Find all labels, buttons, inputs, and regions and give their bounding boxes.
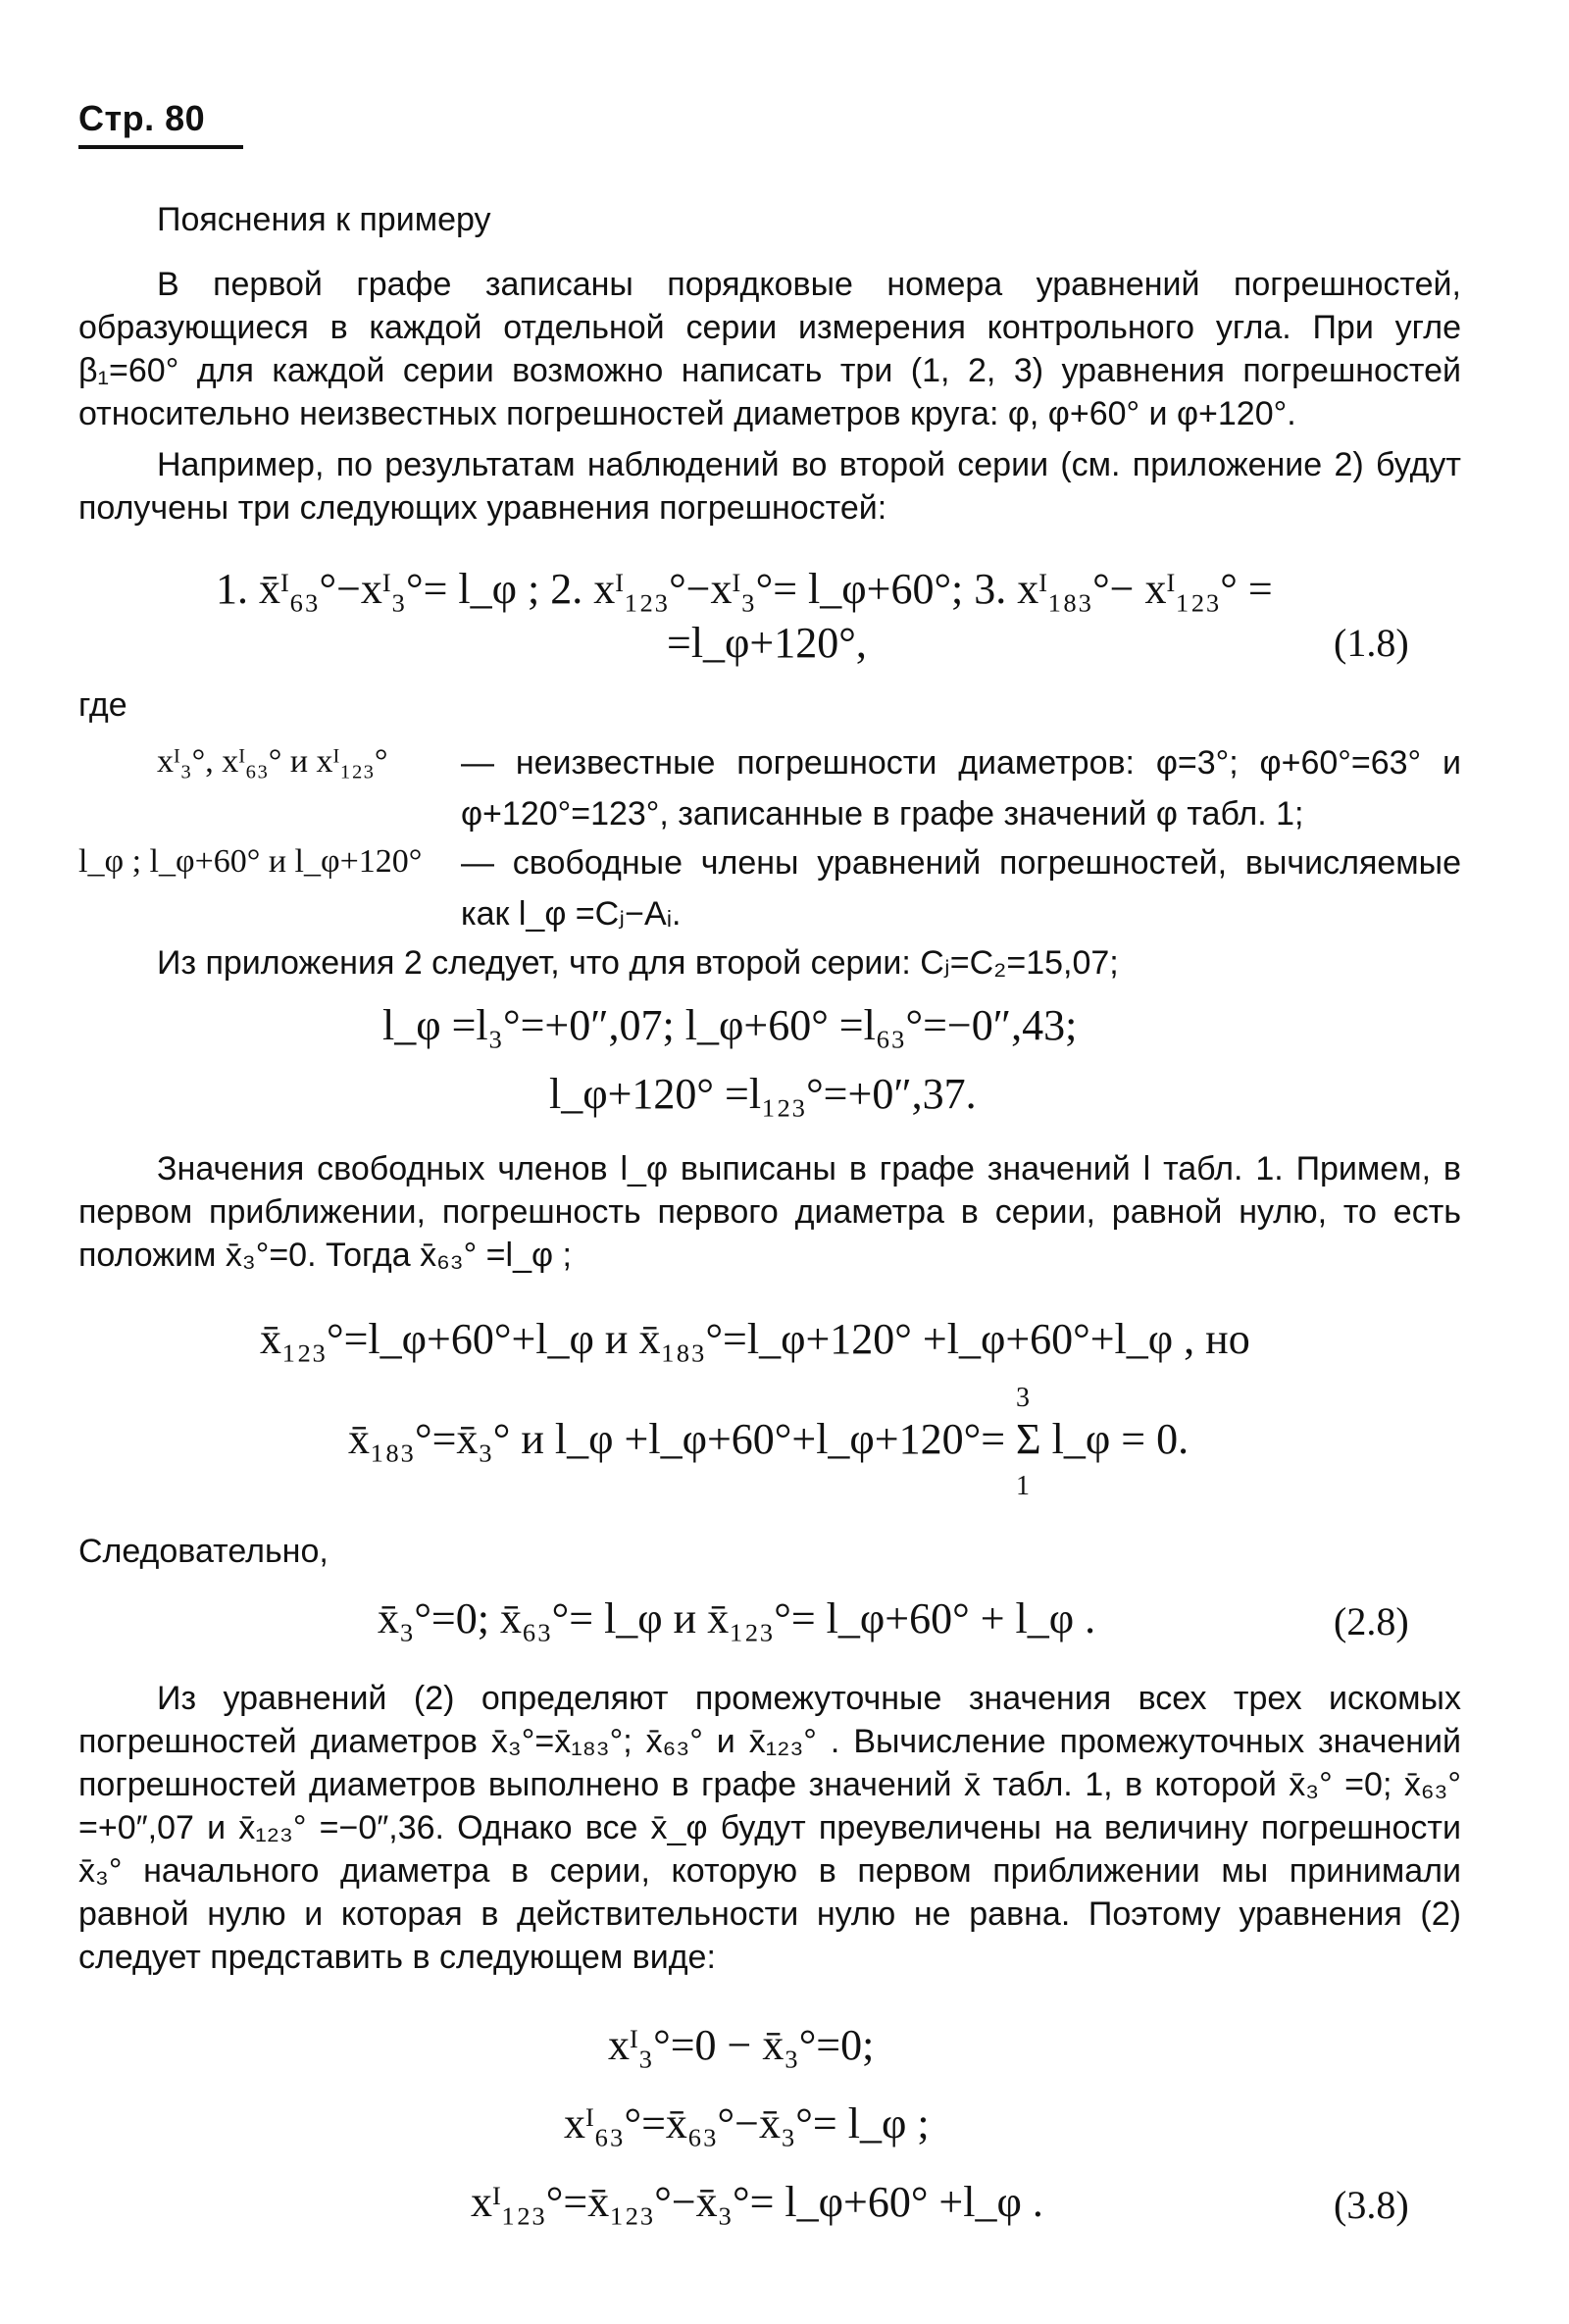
sum-lower-limit: 1	[1016, 1471, 1030, 1501]
paragraph-1	[78, 263, 1461, 435]
values-line-2: l_φ+120° =l₁₂₃°=+0″,37.	[549, 1070, 977, 1118]
sum-line-1: x̄₁₂₃°=l_φ+60°+l_φ и x̄₁₈₃°=l_φ+120° +l_φ+60°+l_φ , но	[260, 1315, 1250, 1363]
equation-1-line-1: 1. x̄ᴵ₆₃°−xᴵ₃°= l_φ ; 2. xᴵ₁₂₃°−xᴵ₃°= l_φ+60°; 3. xᴵ₁₈₃°− xᴵ₁₂₃° =	[216, 565, 1273, 613]
sum-upper-limit: 3	[1016, 1383, 1030, 1413]
section-title: Пояснения к примеру	[157, 201, 491, 238]
definition-1-term: xᴵ₃°, xᴵ₆₃° и xᴵ₁₂₃°	[157, 743, 388, 780]
equation-3-line-3: xᴵ₁₂₃°=x̄₁₂₃°−x̄₃°= l_φ+60° +l_φ .	[471, 2178, 1043, 2226]
paragraph-4	[78, 1147, 1461, 1277]
equation-3-line-1: xᴵ₃°=0 − x̄₃°=0;	[608, 2021, 875, 2069]
paragraph-1-text: В первой графе записаны порядковые номера уравнений погрешностей, образующиеся в каждой отдельной серии измерения контрольного угла. При угле β₁=60° для каждой серии возможно написать три (1, 2, 3) уравнения погрешностей относительно неизвестных погрешностей диаметров круга: φ, φ+60° и φ+120°.	[78, 266, 1461, 432]
header-rule	[78, 145, 243, 149]
paragraph-2	[78, 443, 1461, 530]
equation-1-line-2: =l_φ+120°,	[667, 619, 867, 667]
paragraph-2-text: Например, по результатам наблюдений во второй серии (см. приложение 2) будут получены три следующих уравнения погрешностей:	[78, 446, 1461, 527]
page-number: Стр. 80	[78, 98, 206, 138]
definition-2-text: — свободные члены уравнений погрешностей, вычисляемые как l_φ =Cⱼ−Aᵢ.	[461, 844, 1461, 933]
paragraph-4-text: Значения свободных членов l_φ выписаны в графе значений l табл. 1. Примем, в первом приближении, погрешность первого диаметра в серии, равной нулю, то есть положим x̄₃°=0. Тогда x̄₆₃° =l_φ ;	[78, 1150, 1461, 1274]
paragraph-6	[78, 1677, 1461, 1979]
equation-3-number: (3.8)	[1334, 2183, 1409, 2227]
where-label: где	[78, 686, 127, 724]
paragraph-3-text: Из приложения 2 следует, что для второй серии: Cⱼ=C₂=15,07;	[157, 944, 1119, 982]
definition-1-text: — неизвестные погрешности диаметров: φ=3°; φ+60°=63° и φ+120°=123°, записанные в графе значений φ табл. 1;	[461, 744, 1461, 833]
values-line-1: l_φ =l₃°=+0″,07; l_φ+60° =l₆₃°=−0″,43;	[382, 1001, 1078, 1049]
paragraph-3	[78, 941, 1461, 985]
equation-2: x̄₃°=0; x̄₆₃°= l_φ и x̄₁₂₃°= l_φ+60° + l_φ .	[378, 1594, 1096, 1642]
paragraph-5-text: Следовательно,	[78, 1533, 329, 1570]
paragraph-5	[78, 1530, 1461, 1573]
sum-line-2: x̄₁₈₃°=x̄₃° и l_φ +l_φ+60°+l_φ+120°= Σ l_φ = 0.	[348, 1415, 1189, 1463]
paragraph-6-text: Из уравнений (2) определяют промежуточные значения всех трех искомых погрешностей диаметров x̄₃°=x̄₁₈₃°; x̄₆₃° и x̄₁₂₃° . Вычисление промежуточных значений погрешностей диаметров выполнено в графе значений x̄ табл. 1, в которой x̄₃° =0; x̄₆₃° =+0″,07 и x̄₁₂₃° =−0″,36. Однако все x̄_φ будут преувеличены на величину погрешности x̄₃° начального диаметра в серии, которую в первом приближении мы принимали равной нулю и которая в действительности нулю не равна. Поэтому уравнения (2) следует представить в следующем виде:	[78, 1680, 1461, 1976]
equation-1-number: (1.8)	[1334, 621, 1409, 665]
equation-3-line-2: xᴵ₆₃°=x̄₆₃°−x̄₃°= l_φ ;	[564, 2099, 930, 2147]
definition-2-term: l_φ ; l_φ+60° и l_φ+120°	[78, 843, 423, 880]
equation-2-number: (2.8)	[1334, 1599, 1409, 1643]
